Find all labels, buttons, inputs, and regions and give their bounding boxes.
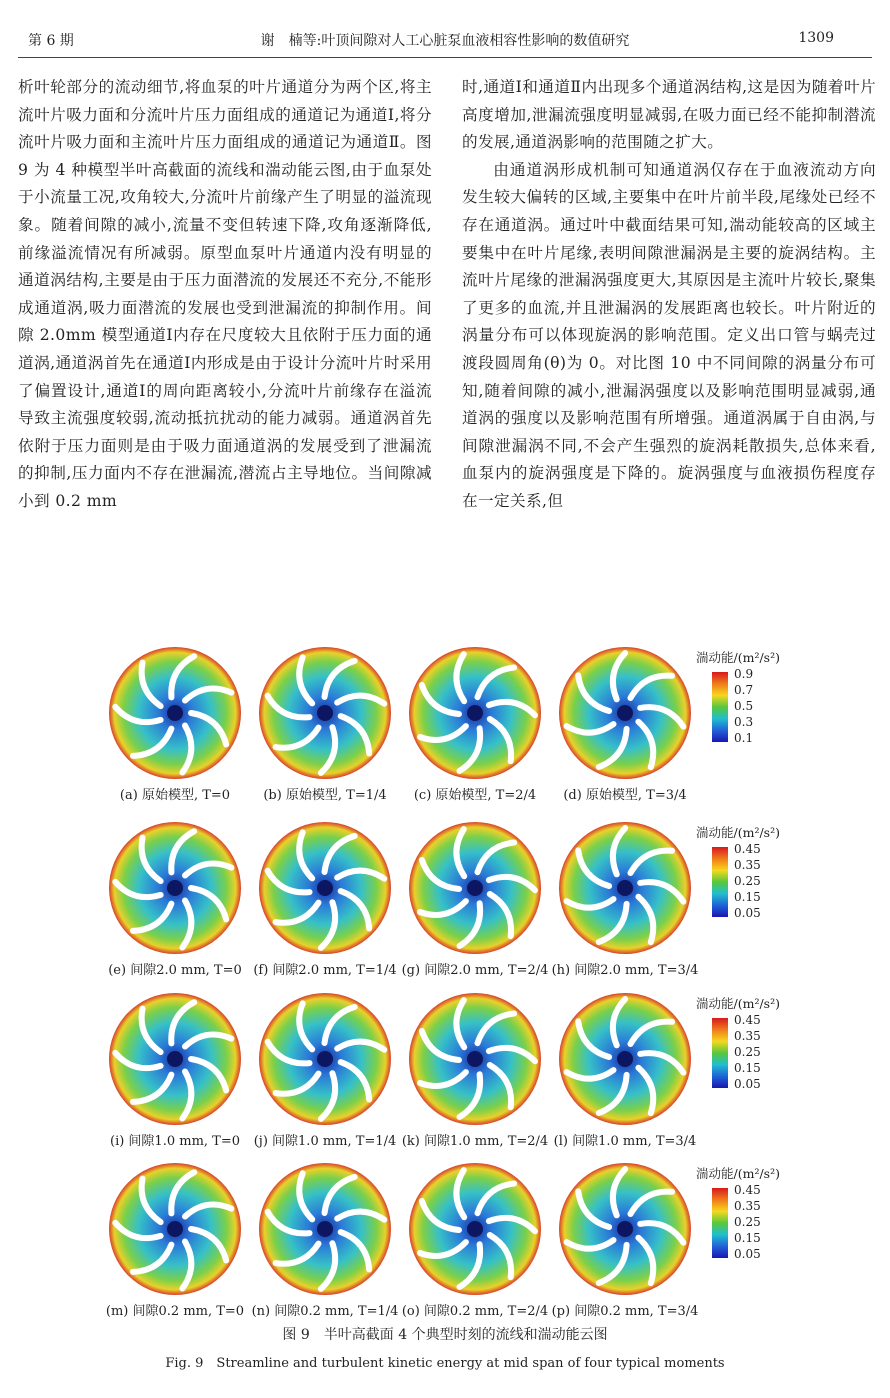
panel-caption: (k) 间隙1.0 mm, T=2/4 [401,1134,549,1149]
impeller-hub [167,1221,183,1237]
contour-panel [550,986,700,1156]
legend-tick: 0.45 [734,1013,761,1027]
colorbar-legend [696,1164,792,1284]
legend-tick: 0.25 [734,1215,761,1229]
figure-caption-cn: 图 9 半叶高截面 4 个典型时刻的流线和湍动能云图 [282,1327,608,1343]
contour-panel [100,640,250,810]
left-column [18,74,432,516]
legend-ticks [734,841,761,921]
panel-caption: (g) 间隙2.0 mm, T=2/4 [401,963,549,978]
legend-tick: 0.05 [734,1247,761,1261]
colorbar [712,847,728,917]
legend-title: 湍动能/(m²/s²) [696,650,780,665]
left-paragraph: 析叶轮部分的流动细节,将血泵的叶片通道分为两个区,将主流叶片吸力面和分流叶片压力面组成的通道记为通道Ⅰ,将分流叶片吸力面和主流叶片压力面组成的通道记为通道Ⅱ。图 9 为 4 种模型半叶高截面的流线和湍动能云图,由于血泵处于小流量工况,攻角较大,分流叶片前缘产生了明显的溢流现象。随着间隙的减小,流量不变但转速下降,攻角逐渐降低,前缘溢流情况有所减弱。原型血泵叶片通道内没有明显的通道涡结构,主要是由于压力面潜流的发展还不充分,不能形成通道涡,吸力面潜流的发展也受到泄漏流的抑制作用。间隙 2.0mm 模型通道Ⅰ内存在尺度较大且依附于压力面的通道涡,通道涡首先在通道Ⅰ内形成是由于设计分流叶片时采用了偏置设计,通道Ⅰ的周向距离较小,分流叶片前缘存在溢流导致主流强度较弱,流动抵抗扰动的能力减弱。通道涡首先依附于压力面则是由于吸力面通道涡的发展受到了泄漏流的抑制,压力面内不存在泄漏流,潜流占主导地位。当间隙减小到 0.2 mm [18,78,432,510]
impeller-contour-image [258,646,392,780]
impeller-contour-image [258,821,392,955]
impeller-contour-image [108,992,242,1126]
legend-tick: 0.7 [734,683,754,697]
panel-caption: (c) 原始模型, T=2/4 [413,788,537,803]
impeller-hub [467,1051,483,1067]
panel-caption: (b) 原始模型, T=1/4 [263,788,387,803]
header-rule [18,57,872,58]
contour-panel [250,640,400,810]
panel-caption: (m) 间隙0.2 mm, T=0 [105,1304,245,1319]
legend-tick: 0.45 [734,1183,761,1197]
contour-panel [250,815,400,985]
legend-tick: 0.45 [734,842,761,856]
legend-ticks [734,666,753,746]
legend-title: 湍动能/(m²/s²) [696,1166,780,1181]
impeller-contour-image [558,821,692,955]
impeller-hub [467,1221,483,1237]
legend-tick: 0.15 [734,1231,761,1245]
impeller-contour-image [408,821,542,955]
panel-caption: (d) 原始模型, T=3/4 [563,788,687,803]
panel-caption: (o) 间隙0.2 mm, T=2/4 [401,1304,549,1319]
legend-ticks [734,1012,761,1092]
impeller-hub [617,1221,633,1237]
page-number: 1309 [798,30,834,46]
impeller-hub [467,705,483,721]
panel-caption: (i) 间隙1.0 mm, T=0 [110,1134,240,1149]
legend-tick: 0.35 [734,1199,761,1213]
impeller-hub [617,705,633,721]
right-column [462,74,876,516]
legend-title: 湍动能/(m²/s²) [696,996,780,1011]
impeller-contour-image [108,646,242,780]
contour-panel [400,815,550,985]
legend-title: 湍动能/(m²/s²) [696,825,780,840]
contour-panel [250,1156,400,1326]
legend-tick: 0.1 [734,731,754,745]
legend-ticks [734,1182,761,1262]
legend-tick: 0.3 [734,715,754,729]
impeller-hub [317,1051,333,1067]
impeller-contour-image [108,821,242,955]
figure-caption-en: Fig. 9 Streamline and turbulent kinetic energy at mid span of four typical moments [165,1356,725,1371]
contour-panel [550,1156,700,1326]
colorbar [712,672,728,742]
figure-row [100,986,790,1156]
contour-panel [550,815,700,985]
colorbar-legend [696,823,792,943]
colorbar [712,1018,728,1088]
impeller-hub [167,705,183,721]
colorbar [712,1188,728,1258]
colorbar-legend [696,648,792,768]
impeller-hub [167,1051,183,1067]
impeller-contour-image [408,992,542,1126]
contour-panel [550,640,700,810]
colorbar-legend [696,994,792,1114]
impeller-contour-image [258,1162,392,1296]
legend-tick: 0.25 [734,874,761,888]
panel-caption: (h) 间隙2.0 mm, T=3/4 [551,963,699,978]
impeller-hub [467,880,483,896]
impeller-contour-image [558,646,692,780]
legend-tick: 0.35 [734,1029,761,1043]
panel-caption: (j) 间隙1.0 mm, T=1/4 [253,1134,397,1149]
contour-panel [400,640,550,810]
impeller-hub [617,1051,633,1067]
figure-row [100,1156,790,1326]
impeller-contour-image [408,646,542,780]
panel-caption: (l) 间隙1.0 mm, T=3/4 [553,1134,697,1149]
panel-caption: (n) 间隙0.2 mm, T=1/4 [251,1304,399,1319]
legend-tick: 0.05 [734,906,761,920]
impeller-contour-image [558,992,692,1126]
legend-tick: 0.5 [734,699,754,713]
impeller-contour-image [408,1162,542,1296]
impeller-hub [317,1221,333,1237]
contour-panel [100,1156,250,1326]
contour-panel [100,815,250,985]
contour-panel [100,986,250,1156]
running-title: 谢 楠等:叶顶间隙对人工心脏泵血液相容性影响的数值研究 [260,33,630,49]
legend-tick: 0.9 [734,667,754,681]
panel-caption: (a) 原始模型, T=0 [119,788,231,803]
contour-panel [250,986,400,1156]
impeller-hub [617,880,633,896]
legend-tick: 0.05 [734,1077,761,1091]
impeller-contour-image [108,1162,242,1296]
impeller-hub [317,880,333,896]
impeller-contour-image [258,992,392,1126]
legend-tick: 0.35 [734,858,761,872]
page-header [18,30,872,56]
figure-row [100,640,790,810]
panel-caption: (e) 间隙2.0 mm, T=0 [108,963,242,978]
panel-caption: (p) 间隙0.2 mm, T=3/4 [551,1304,699,1319]
impeller-contour-image [558,1162,692,1296]
legend-tick: 0.15 [734,1061,761,1075]
panel-caption: (f) 间隙2.0 mm, T=1/4 [253,963,397,978]
contour-panel [400,1156,550,1326]
legend-tick: 0.25 [734,1045,761,1059]
contour-panel [400,986,550,1156]
impeller-hub [317,705,333,721]
right-paragraph-1: 时,通道Ⅰ和通道Ⅱ内出现多个通道涡结构,这是因为随着叶片高度增加,泄漏流强度明显减弱,在吸力面已经不能抑制潜流的发展,通道涡影响的范围随之扩大。 [462,78,876,152]
legend-tick: 0.15 [734,890,761,904]
issue-number: 第 6 期 [28,33,74,49]
right-paragraph-2: 由通道涡形成机制可知通道涡仅存在于血液流动方向发生较大偏转的区域,主要集中在叶片前半段,尾缘处已经不存在通道涡。通过叶中截面结果可知,湍动能较高的区域主要集中在叶片尾缘,表明间隙泄漏涡是主要的旋涡结构。主流叶片尾缘的泄漏涡强度更大,其原因是主流叶片较长,聚集了更多的血流,并且泄漏涡的发展距离也较长。叶片附近的涡量分布可以体现旋涡的影响范围。定义出口管与蜗壳过渡段圆周角(θ)为 0。对比图 10 中不同间隙的涡量分布可知,随着间隙的减小,泄漏涡强度以及影响范围明显减弱,通道涡的强度以及影响范围有所增强。通道涡属于自由涡,与间隙泄漏涡不同,不会产生强烈的旋涡耗散损失,总体来看,血泵内的旋涡强度是下降的。旋涡强度与血液损伤程度存在一定关系,但 [462,160,876,510]
figure-row [100,815,790,985]
impeller-hub [167,880,183,896]
